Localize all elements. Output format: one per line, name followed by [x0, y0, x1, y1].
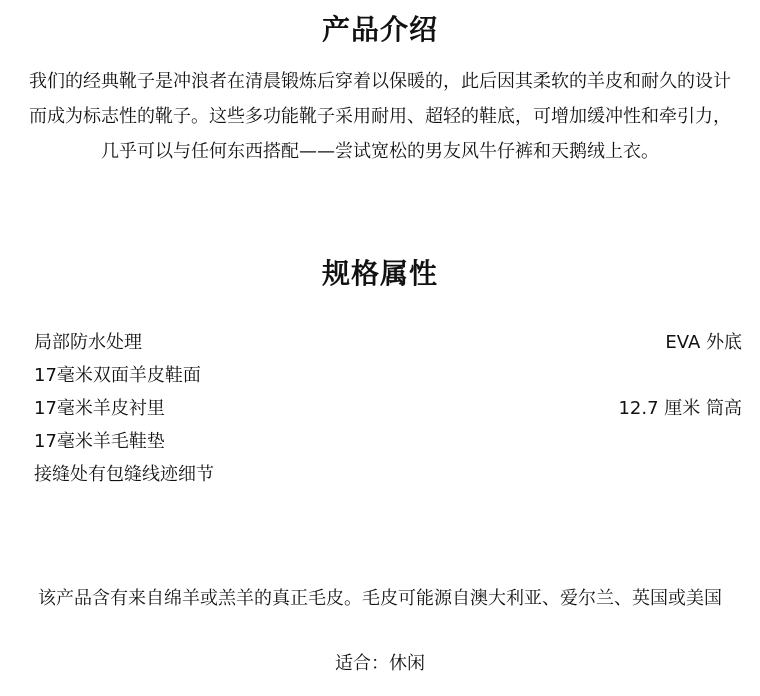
spec-row	[34, 425, 742, 458]
spec-feature: 局部防水处理	[34, 332, 142, 353]
specs-title: 规格属性	[321, 257, 438, 290]
specs-list	[34, 326, 742, 491]
fur-origin-note: 该产品含有来自绵羊或羔羊的真正毛皮。毛皮可能源自澳大利亚、爱尔兰、英国或美国	[38, 588, 722, 609]
spec-feature: 17毫米羊皮衬里	[34, 398, 165, 419]
spec-row	[34, 458, 742, 491]
usage-note: 适合：休闲	[335, 653, 425, 674]
spec-feature: 17毫米双面羊皮鞋面	[34, 365, 201, 386]
spec-attribute: EVA 外底	[665, 332, 742, 353]
spec-row	[34, 392, 742, 425]
spec-feature: 17毫米羊毛鞋垫	[34, 431, 165, 452]
product-intro-text: 我们的经典靴子是冲浪者在清晨锻炼后穿着以保暖的，此后因其柔软的羊皮和耐久的设计而成为标志性的靴子。这些多功能靴子采用耐用、超轻的鞋底，可增加缓冲性和牵引力，几乎可以与任何东西搭配——尝试宽松的男友风牛仔裤和天鹅绒上衣。	[29, 71, 731, 162]
spec-attribute: 12.7 厘米 筒高	[618, 398, 742, 419]
spec-row	[34, 359, 742, 392]
spec-row	[34, 326, 742, 359]
spec-feature: 接缝处有包缝线迹细节	[34, 464, 214, 485]
product-intro-title: 产品介绍	[321, 13, 438, 46]
